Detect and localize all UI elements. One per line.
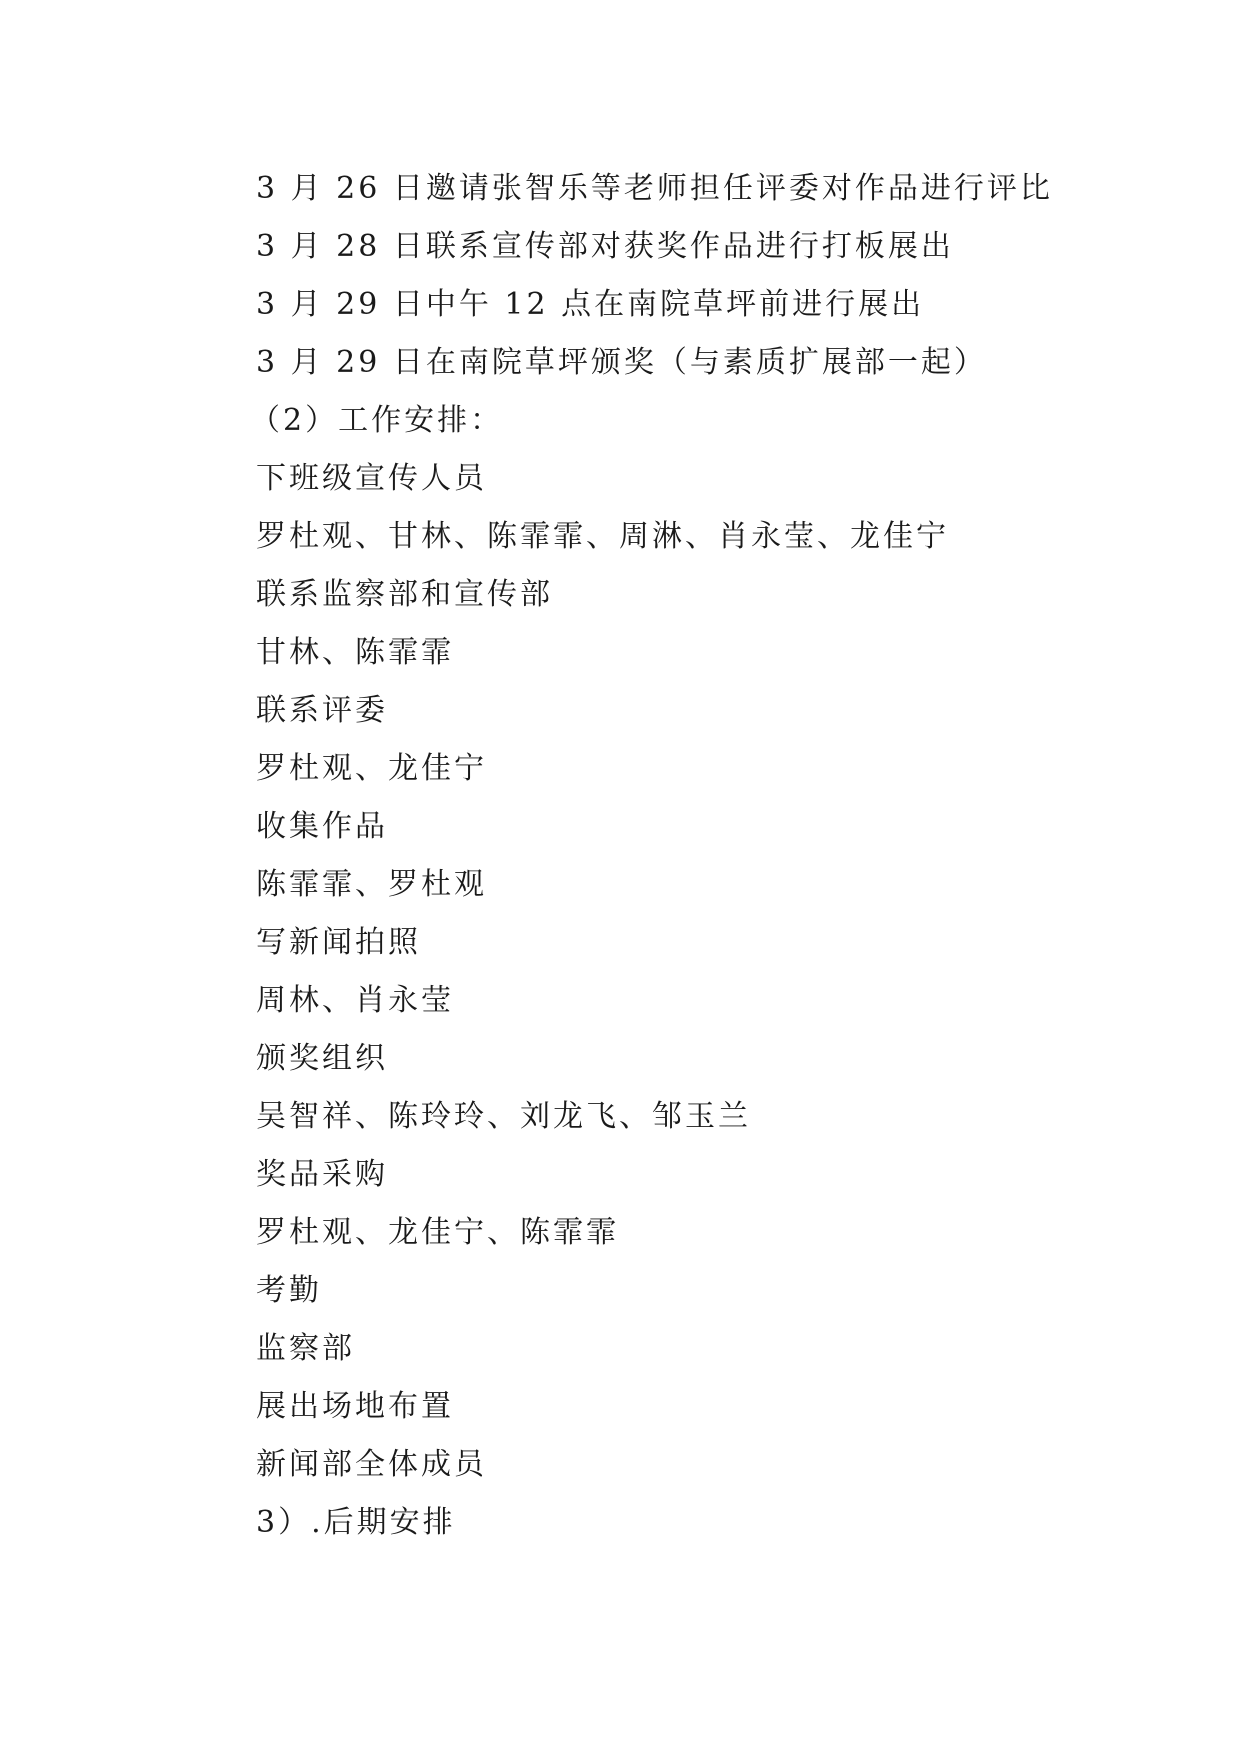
task-label-attendance: 考勤 bbox=[256, 1273, 322, 1308]
task-assignees-contact-judges: 罗杜观、龙佳宁 bbox=[256, 751, 487, 786]
schedule-line-judging: 3 月 26 日邀请张智乐等老师担任评委对作品进行评比 bbox=[256, 171, 1053, 206]
task-label-prize-purchase: 奖品采购 bbox=[256, 1157, 388, 1192]
task-label-venue-setup: 展出场地布置 bbox=[256, 1389, 454, 1424]
document-body bbox=[250, 160, 1156, 1552]
schedule-line-award: 3 月 29 日在南院草坪颁奖（与素质扩展部一起） bbox=[256, 345, 987, 380]
task-label-award-organization: 颁奖组织 bbox=[256, 1041, 388, 1076]
task-assignees-prize-purchase: 罗杜观、龙佳宁、陈霏霏 bbox=[256, 1215, 619, 1250]
section-heading-work-arrangement: （2）工作安排： bbox=[250, 403, 504, 438]
task-label-collect-works: 收集作品 bbox=[256, 809, 388, 844]
task-assignees-news-photos: 周林、肖永莹 bbox=[256, 983, 454, 1018]
task-assignees-venue-setup: 新闻部全体成员 bbox=[256, 1447, 487, 1482]
section-heading-later-arrangement: 3）.后期安排 bbox=[256, 1505, 456, 1540]
task-assignees-contact-departments: 甘林、陈霏霏 bbox=[256, 635, 454, 670]
task-assignees-class-publicity: 罗杜观、甘林、陈霏霏、周淋、肖永莹、龙佳宁 bbox=[256, 519, 949, 554]
task-label-news-photos: 写新闻拍照 bbox=[256, 925, 421, 960]
task-label-class-publicity: 下班级宣传人员 bbox=[256, 461, 487, 496]
task-assignees-award-organization: 吴智祥、陈玲玲、刘龙飞、邹玉兰 bbox=[256, 1099, 751, 1134]
task-label-contact-departments: 联系监察部和宣传部 bbox=[256, 577, 553, 612]
task-label-contact-judges: 联系评委 bbox=[256, 693, 388, 728]
task-assignees-attendance: 监察部 bbox=[256, 1331, 355, 1366]
task-assignees-collect-works: 陈霏霏、罗杜观 bbox=[256, 867, 487, 902]
schedule-line-exhibition: 3 月 29 日中午 12 点在南院草坪前进行展出 bbox=[256, 287, 925, 322]
schedule-line-printing: 3 月 28 日联系宣传部对获奖作品进行打板展出 bbox=[256, 229, 954, 264]
